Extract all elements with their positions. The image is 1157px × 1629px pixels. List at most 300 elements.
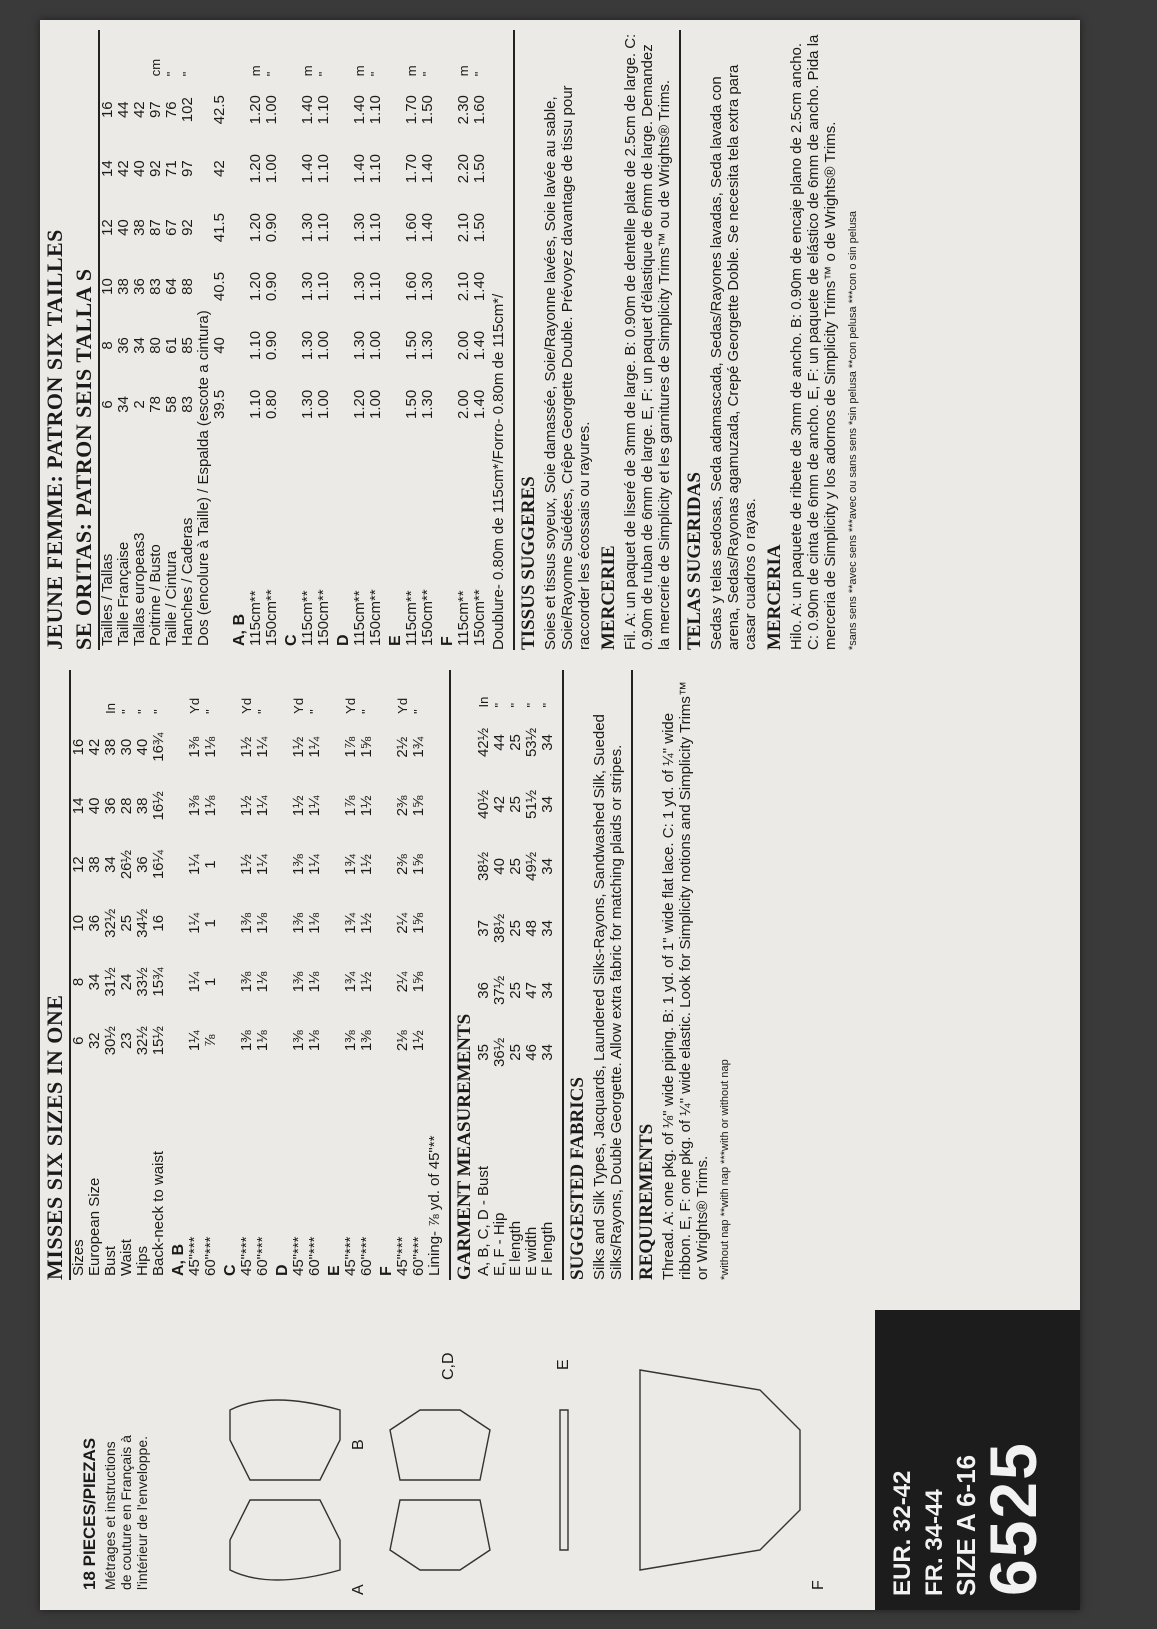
unit-label: " (255, 709, 270, 714)
size-value: 25 (507, 982, 524, 999)
row-label: 150cm** (419, 589, 436, 646)
size-value: 1⅛ (202, 736, 219, 758)
size-value: 1⅞ (342, 795, 359, 817)
size-value: 76 (163, 101, 180, 119)
size-value: 34 (115, 396, 132, 413)
unit-label: " (420, 71, 435, 77)
yardage-row (420, 40, 436, 650)
garment-measurements-table (476, 680, 556, 1280)
size-value: 78 (147, 396, 164, 413)
yardage-row (472, 40, 488, 650)
tissus-text: Soies et tissus soyeux, Soie damassée, Soie/Rayonne lavées, Soie lavée au sable, Soie/Rayonne Suédées, Crêpe Georgette Double. Prévoyez davantage de tissu pour raccorder les écossais ou rayures. (542, 85, 593, 650)
row-label: European Size (86, 1177, 103, 1276)
size-value: 1.40 (299, 154, 316, 184)
size-value: 1 (202, 860, 219, 869)
unit-label (132, 40, 148, 80)
unit-label: " (472, 71, 487, 77)
size-value: 2¼ (394, 971, 411, 993)
size-value: 6 (99, 400, 116, 409)
unit-label: " (151, 709, 166, 714)
garment-measurements-title: GARMENT MEASUREMENTS (449, 670, 476, 1280)
size-value: 38½ (475, 851, 492, 881)
size-value: 1.40 (419, 154, 436, 184)
row-label: E, F - Hip (491, 1212, 508, 1276)
view-label-a: A (350, 1584, 367, 1595)
size-value: 1⅛ (254, 912, 271, 934)
unit-label: " (264, 71, 279, 77)
row-label: 45"*** (238, 1236, 255, 1276)
view-title: D (274, 1264, 291, 1276)
size-value: 1⅛ (306, 971, 323, 993)
garment-row (492, 680, 508, 1280)
yardage-row (248, 40, 264, 650)
dos-label: Dos (encolure à Taille) / Espalda (escote a cintura) (195, 310, 212, 646)
size-value: 2.30 (455, 95, 472, 125)
size-row (100, 40, 116, 650)
unit-label (87, 680, 103, 718)
row-label: 150cm** (263, 589, 280, 646)
row-label: Tailles / Tallas (99, 553, 116, 646)
size-value: 42 (86, 738, 103, 756)
requirements-title: REQUIREMENTS (631, 670, 658, 1280)
size-value: 61 (163, 337, 180, 354)
size-value: 31½ (102, 967, 119, 997)
view-label-b: B (350, 1439, 367, 1450)
size-value: 16 (70, 738, 87, 756)
row-label: 150cm** (367, 589, 384, 646)
size-value: 1⅜ (290, 971, 307, 993)
telas-title: TELAS SUGERIDAS (679, 30, 706, 650)
row-label: Hips (134, 1245, 151, 1276)
size-value: 34 (539, 920, 556, 937)
unit-label: " (307, 709, 322, 714)
size-value: 34 (86, 973, 103, 991)
size-value: 1.30 (299, 212, 316, 243)
size-value: 1.50 (471, 154, 488, 184)
mercerie-title: MERCERIE (598, 545, 619, 650)
size-row (132, 40, 148, 650)
unit-label: " (524, 702, 539, 708)
view-title: F (439, 636, 456, 646)
row-label: 150cm** (315, 589, 332, 646)
size-value: 2¼ (394, 912, 411, 934)
row-label: Poitrine / Busto (147, 544, 164, 646)
size-value: 46 (523, 1044, 540, 1061)
size-value: 35 (475, 1044, 492, 1061)
size-value: 14 (99, 160, 116, 177)
size-value: 28 (118, 797, 135, 815)
size-row (116, 40, 132, 650)
size-value: 49½ (523, 851, 540, 881)
size-value: 34½ (134, 908, 151, 938)
size-row (164, 40, 180, 650)
yardage-row (291, 680, 307, 1280)
size-value: 1.60 (471, 95, 488, 125)
pieces-label: 18 PIECES/PIEZAS (80, 1437, 99, 1590)
unit-label: m (300, 65, 315, 77)
size-value: 1¼ (254, 854, 271, 875)
view-label-cd: C,D (440, 1352, 457, 1380)
size-value: 37½ (491, 975, 508, 1005)
size-value: 47 (523, 982, 540, 999)
view-header (271, 680, 291, 1280)
size-value: 92 (179, 219, 196, 236)
row-label: F length (539, 1221, 556, 1276)
size-value: 1.20 (247, 271, 264, 302)
size-value: 38 (131, 219, 148, 236)
size-value: 1¾ (410, 736, 427, 758)
row-label: Bust (102, 1245, 119, 1276)
size-value: 16½ (150, 791, 167, 821)
size-value: 1.30 (299, 330, 316, 361)
size-value: 51½ (523, 789, 540, 820)
size-value: 23 (118, 1032, 135, 1050)
view-header (384, 40, 404, 650)
french-title-2: SE ORITAS: PATRON SEIS TALLA S (69, 30, 100, 650)
size-value: 44 (491, 734, 508, 751)
size-value: 53½ (523, 727, 540, 758)
view-header (228, 40, 248, 650)
size-value: 30½ (102, 1026, 119, 1056)
size-row (71, 680, 87, 1280)
size-value: 97 (147, 101, 164, 119)
size-value: 83 (147, 278, 164, 295)
garment-sketches (40, 1290, 870, 1610)
size-value: 1.30 (299, 271, 316, 302)
size-value: 36 (475, 982, 492, 999)
size-value: 2.10 (455, 271, 472, 302)
size-value: 1⅜ (186, 736, 203, 758)
unit-label: " (203, 709, 218, 714)
size-value: 34 (131, 337, 148, 354)
size-value: 2⅜ (394, 795, 411, 817)
size-value: 38½ (491, 913, 508, 943)
size-value: 1.00 (367, 330, 384, 361)
row-label: 115cm** (247, 590, 264, 646)
unit-label: " (135, 709, 150, 714)
size-value: 1½ (358, 795, 375, 817)
unit-label: " (492, 702, 507, 708)
size-value: 1½ (358, 912, 375, 934)
size-value: 0.90 (263, 212, 280, 243)
size-value: 1.10 (315, 271, 332, 302)
misses-footnote: *without nap **with nap ***with or without nap (719, 1059, 731, 1280)
size-value: 1⅝ (410, 795, 427, 817)
size-value: 1⅜ (186, 795, 203, 817)
size-value: 1.40 (351, 95, 368, 125)
row-label: 60"*** (358, 1236, 375, 1276)
note-line-2: de couture en Français à (118, 1435, 134, 1590)
size-row (119, 680, 135, 1280)
size-value: 1⅜ (342, 1030, 359, 1052)
view-header (436, 40, 456, 650)
french-column (40, 30, 1080, 650)
size-value: 1¼ (306, 736, 323, 758)
size-value: 12 (99, 219, 116, 236)
row-label: Waist (118, 1239, 135, 1276)
size-value: 14 (70, 797, 87, 815)
yardage-row (411, 680, 427, 1280)
unit-label: Yd (395, 697, 410, 714)
size-value: 2.20 (455, 154, 472, 184)
size-value: 1.10 (315, 95, 332, 125)
size-value: 16¼ (150, 849, 167, 880)
size-value: 1.40 (471, 271, 488, 302)
size-value: 92 (147, 160, 164, 177)
size-value: 1.00 (315, 389, 332, 419)
size-value: 1⅜ (358, 1030, 375, 1052)
note-line-3: l'intérieur de l'enveloppe. (134, 1436, 150, 1590)
yardage-row (300, 40, 316, 650)
garment-row (540, 680, 556, 1280)
row-label: 45"*** (342, 1236, 359, 1276)
row-label: 150cm** (471, 589, 488, 646)
view-title: A, B (231, 614, 248, 646)
view-label-f: F (810, 1580, 827, 1590)
size-value: 102 (179, 97, 196, 123)
tissus-title: TISSUS SUGGERES (513, 30, 540, 650)
size-value: 10 (99, 278, 116, 295)
size-value: 16 (99, 101, 116, 119)
size-value: 25 (507, 920, 524, 937)
size-value: 2½ (394, 736, 411, 758)
size-value: 88 (179, 278, 196, 295)
unit-label: " (316, 71, 331, 77)
row-label: Sizes (70, 1239, 87, 1276)
size-value: 6 (70, 1036, 87, 1045)
view-header (219, 680, 239, 1280)
yardage-row (187, 680, 203, 1280)
size-value: 38 (86, 856, 103, 873)
view-title: C (222, 1264, 239, 1276)
row-label: 60"*** (410, 1236, 427, 1276)
size-value: 16 (150, 914, 167, 932)
size-value: 1¼ (306, 795, 323, 817)
fr-size: FR. 34-44 (921, 1489, 948, 1596)
view-title: C (283, 634, 300, 646)
size-value: 1⅜ (290, 854, 307, 875)
row-label: 45"*** (186, 1236, 203, 1276)
size-value: 1.00 (263, 154, 280, 184)
row-label: 115cm** (351, 590, 368, 646)
size-value: 36 (102, 797, 119, 815)
size-value: 83 (179, 396, 196, 413)
french-size-table (100, 40, 488, 650)
size-value: 1.40 (471, 330, 488, 361)
size-value: 1.10 (367, 154, 384, 184)
size-value: 58 (163, 396, 180, 413)
size-value: 1.10 (247, 389, 264, 419)
size-value: 12 (70, 856, 87, 873)
view-title: E (326, 1265, 343, 1276)
size-value: 0.80 (263, 389, 280, 419)
size-value: 1¼ (186, 912, 203, 934)
size-value: 40.5 (211, 271, 228, 302)
size-value: 1.10 (367, 271, 384, 302)
size-value: 1⅛ (254, 971, 271, 993)
size-value: 1⅞ (342, 736, 359, 758)
size-value: ⅞ (202, 1034, 219, 1047)
yardage-row (316, 40, 332, 650)
size-value: 38 (115, 278, 132, 295)
row-label: 45"*** (394, 1236, 411, 1276)
suggested-fabrics-title: SUGGESTED FABRICS (562, 670, 589, 1280)
size-value: 2⅛ (394, 1030, 411, 1052)
size-value: 85 (179, 337, 196, 354)
size-value: 1.10 (367, 212, 384, 243)
view-header (280, 40, 300, 650)
size-value: 36 (131, 278, 148, 295)
garment-row (524, 680, 540, 1280)
size-value: 1.30 (299, 389, 316, 419)
lining-text: Lining- ⅞ yd. of 45"** (426, 1135, 443, 1276)
size-value: 1⅜ (290, 912, 307, 934)
size-row (135, 680, 151, 1280)
size-value: 42 (211, 160, 228, 177)
unit-label: m (404, 65, 419, 77)
size-row (87, 680, 103, 1280)
row-label: 115cm** (299, 590, 316, 646)
size-value: 26½ (118, 849, 135, 880)
unit-label: m (456, 65, 471, 77)
size-value: 2⅜ (394, 854, 411, 875)
unit-label (100, 40, 116, 80)
garment-row (476, 680, 492, 1280)
size-value: 1½ (238, 795, 255, 817)
view-header (323, 680, 343, 1280)
size-value: 0.90 (263, 330, 280, 361)
size-value: 1.30 (419, 271, 436, 302)
merceria-title: MERCERIA (764, 544, 785, 650)
size-value: 2.10 (455, 212, 472, 243)
size-value: 1¼ (186, 854, 203, 875)
unit-label: " (359, 709, 374, 714)
row-label: 60"*** (254, 1236, 271, 1276)
yardage-row (307, 680, 323, 1280)
yardage-row (404, 40, 420, 650)
size-value: 42 (491, 796, 508, 813)
size-value: 87 (147, 219, 164, 236)
size-value: 34 (539, 982, 556, 999)
unit-label: In (476, 696, 491, 708)
size-value: 1.20 (247, 95, 264, 125)
yardage-row (352, 40, 368, 650)
size-value: 1.50 (471, 212, 488, 243)
size-value: 42 (131, 101, 148, 119)
size-value: 1.20 (247, 212, 264, 243)
lining-row (427, 680, 443, 1280)
size-value: 8 (99, 341, 116, 350)
size-value: 40 (86, 797, 103, 815)
size-value: 32½ (102, 908, 119, 938)
size-value: 30 (118, 738, 135, 756)
row-label: 60"*** (202, 1236, 219, 1276)
size-value: 1.30 (419, 389, 436, 419)
size-value: 39.5 (211, 389, 228, 419)
size-value: 1.40 (299, 95, 316, 125)
size-value: 1.10 (247, 330, 264, 361)
size-value: 1.50 (403, 389, 420, 419)
size-value: 1½ (238, 854, 255, 875)
yardage-row (395, 680, 411, 1280)
yardage-row (255, 680, 271, 1280)
size-value: 1¾ (342, 854, 359, 875)
size-value: 8 (70, 977, 87, 987)
size-value: 1.30 (351, 271, 368, 302)
telas-text: Sedas y telas sedosas, Seda adamascada, Sedas/Rayones lavadas, Seda lavada con arena, Sedas/Rayonas agamuzada, Crepé Georgette Doble. Se necesita tela extra para casar cuadros o rayas. (708, 64, 759, 650)
size-value: 1.60 (403, 212, 420, 243)
size-value: 1¼ (186, 1030, 203, 1052)
view-label-e: E (555, 1359, 572, 1370)
size-value: 1½ (358, 971, 375, 993)
yardage-row (456, 40, 472, 650)
size-row (151, 680, 167, 1280)
size-value: 44 (115, 101, 132, 119)
row-label: 115cm** (455, 590, 472, 646)
size-value: 25 (507, 734, 524, 751)
size-value: 40 (115, 219, 132, 236)
row-label: E width (523, 1226, 540, 1276)
unit-label: Yd (343, 697, 358, 714)
garment-row (508, 680, 524, 1280)
size-value: 1.20 (351, 389, 368, 419)
size-value: 34 (539, 1044, 556, 1061)
size-value: 36 (86, 914, 103, 932)
size-value: 2 (131, 400, 148, 409)
size-value: 1.70 (403, 95, 420, 125)
size-value: 1¼ (254, 795, 271, 817)
size-value: 42½ (475, 727, 492, 758)
unit-label (116, 40, 132, 80)
row-label: Taille Française (115, 541, 132, 646)
size-value: 1.00 (263, 95, 280, 125)
size-value: 1⅜ (238, 912, 255, 934)
row-label: Back-neck to waist (150, 1150, 167, 1276)
size-value: 24 (118, 973, 135, 991)
size-value: 2.00 (455, 389, 472, 419)
size-value: 36 (134, 856, 151, 873)
misses-title: MISSES SIX SIZES IN ONE (40, 670, 71, 1280)
size-value: 1⅛ (306, 912, 323, 934)
size-value: 1⅝ (358, 736, 375, 758)
merceria-text: Hilo. A: un paquete de ribete de 3mm de ancho. B: 0.90m de encaje plano de 2.5cm ancho. C: 0.90m de cinta de 6mm de ancho. E, F: un paquete de elástico de 6mm de ancho. Pida la merceria de Simplicity y los adornos de Simplicity Trims™ o de Wrights® Trims. (788, 34, 839, 650)
eur-size: EUR. 32-42 (889, 1470, 916, 1596)
unit-label: m (352, 65, 367, 77)
unit-label: " (508, 702, 523, 708)
yardage-row (239, 680, 255, 1280)
french-footnote: *sans sens **avec sens ***avec ou sans sens *sin pelusa **con pelusa ***con o sin pelusa (847, 210, 859, 650)
view-header (375, 680, 395, 1280)
note-line-1: Métrages et instructions (102, 1441, 118, 1590)
size-value: 38 (102, 738, 119, 756)
view-header (167, 680, 187, 1280)
size-value: 1 (202, 919, 219, 928)
size-value: 1⅛ (306, 1030, 323, 1052)
size-value: 1⅛ (202, 795, 219, 817)
view-title: F (378, 1266, 395, 1276)
size-value: 32½ (134, 1026, 151, 1056)
size-value: 1⅜ (238, 971, 255, 993)
unit-label: Yd (291, 697, 306, 714)
size-value: 25 (507, 1044, 524, 1061)
view-title: A, B (170, 1244, 187, 1276)
rotated-sheet (40, 20, 1080, 1610)
unit-label: m (248, 65, 263, 77)
envelope-band (40, 1290, 1080, 1610)
size-value: 40 (134, 738, 151, 756)
size-value: 25 (507, 796, 524, 813)
unit-label: Yd (187, 697, 202, 714)
